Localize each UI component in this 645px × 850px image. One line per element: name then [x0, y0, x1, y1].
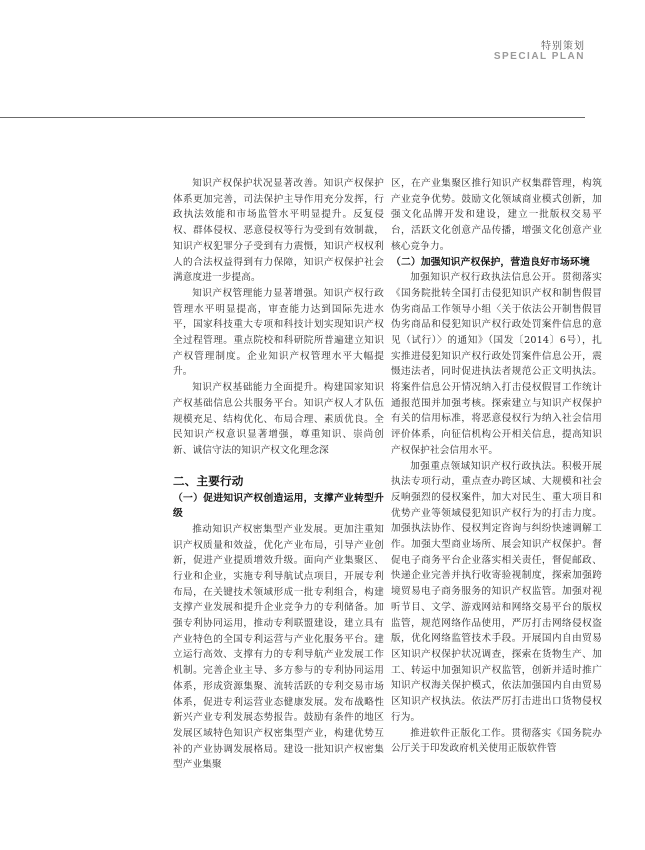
paragraph: 加强知识产权行政执法信息公开。贯彻落实《国务院批转全国打击侵犯知识产权和制售假冒伪劣商品工作领导小组〈关于依法公开制售假冒伪劣商品和侵犯知识产权行政处罚案件信息的意见（试行）〉的通知》（国发〔2014〕6号），扎实推进侵犯知识产权行政处罚案件信息公开，震慑违法者，同时促进执法者规范公正文明执法。将案件信息公开情况纳入打击侵权假冒工作统计通报范围并加强考核。探索建立与知识产权保护有关的信用标准，将恶意侵权行为纳入社会信用评价体系，向征信机构公开相关信息，提高知识产权保护社会信用水平。	[391, 272, 602, 456]
paragraph: 加强重点领域知识产权行政执法。积极开展执法专项行动，重点查办跨区域、大规模和社会反响强烈的侵权案件，加大对民生、重大项目和优势产业等领域侵犯知识产权行为的打击力度。加强执法协作、侵权判定咨询与纠纷快速调解工作。加强大型商业场所、展会知识产权保护。督促电子商务平台企业落实相关责任，督促邮政、快递企业完善并执行收寄验视制度，探索加强跨境贸易电子商务服务的知识产权监管。加强对视听节目、文学、游戏网站和网络交易平台的版权监管，规范网络作品使用，严厉打击网络侵权盗版，优化网络监管技术手段。开展国内自由贸易区知识产权保护状况调查，探索在货物生产、加工、转运中加强知识产权监管，创新并适时推广知识产权海关保护模式，依法加强国内自由贸易区知识产权执法。依法严厉打击进出口货物侵权行为。	[391, 460, 602, 723]
paragraph: 知识产权管理能力显著增强。知识产权行政管理水平明显提高，审查能力达到国际先进水平，国家科技重大专项和科技计划实现知识产权全过程管理。重点院校和科研院所普遍建立知识产权管理制度。企业知识产权管理水平大幅提升。	[173, 287, 384, 378]
section-label-en: SPECIAL PLAN	[493, 51, 585, 62]
paragraph: 区，在产业集聚区推行知识产权集群管理，构筑产业竞争优势。鼓励文化领域商业模式创新，加强文化品牌开发和建设，建立一批版权交易平台，活跃文化创意产品传播，增强文化创意产业核心竞争力。	[391, 178, 602, 252]
subsection-heading: （二）加强知识产权保护，营造良好市场环境	[391, 256, 590, 268]
right-text-column	[391, 176, 602, 757]
subsection-heading: （一）促进知识产权创造运用，支撑产业转型升级	[173, 492, 384, 520]
header-divider	[0, 117, 585, 118]
section-label-cn: 特别策划	[541, 41, 585, 52]
paragraph: 推进软件正版化工作。贯彻落实《国务院办公厅关于印发政府机关使用正版软件管	[391, 727, 602, 755]
paragraph: 推动知识产权密集型产业发展。更加注重知识产权质量和效益，优化产业布局，引导产业创新，促进产业提质增效升级。面向产业集聚区、行业和企业，实施专利导航试点项目，开展专利布局，在关键技术领域形成一批专利组合，构建支撑产业发展和提升企业竞争力的专利储备。加强专利协同运用，推动专利联盟建设，建立具有产业特色的全国专利运营与产业化服务平台。建立运行高效、支撑有力的专利导航产业发展工作机制。完善企业主导、多方参与的专利协同运用体系，形成资源集聚、流转活跃的专利交易市场体系，促进专利运营业态健康发展。发布战略性新兴产业专利发展态势报告。鼓励有条件的地区发展区域特色知识产权密集型产业，构建优势互补的产业协调发展格局。建设一批知识产权密集型产业集聚	[173, 523, 384, 771]
left-text-column	[173, 176, 384, 773]
paragraph: 知识产权基础能力全面提升。构建国家知识产权基础信息公共服务平台。知识产权人才队伍规模充足、结构优化、布局合理、素质优良。全民知识产权意识显著增强，尊重知识、崇尚创新、诚信守法的知识产权文化理念深	[173, 382, 384, 456]
section-heading: 二、主要行动	[173, 473, 244, 488]
paragraph: 知识产权保护状况显著改善。知识产权保护体系更加完善，司法保护主导作用充分发挥，行政执法效能和市场监管水平明显提升。反复侵权、群体侵权、恶意侵权等行为受到有效制裁，知识产权犯罪分子受到有力震慑，知识产权权利人的合法权益得到有力保障，知识产权保护社会满意度进一步提高。	[173, 178, 384, 284]
